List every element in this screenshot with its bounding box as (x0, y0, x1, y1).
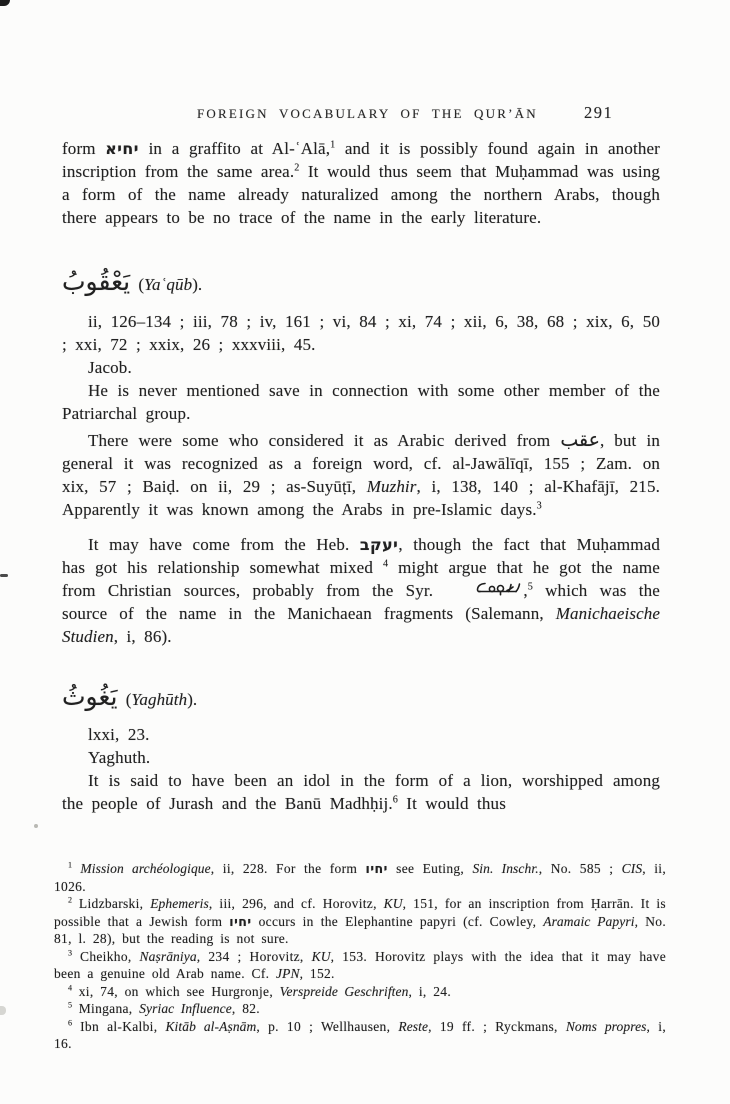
text-run: lxxi, 23. (88, 725, 150, 744)
italic-text: Yaghūth (131, 690, 188, 709)
italic-text: JPN (276, 966, 300, 981)
footnote-3 (54, 948, 666, 983)
text-run: see Euting, (387, 861, 473, 876)
footnote-marker: 1 (68, 860, 73, 870)
text-run: ( (130, 275, 145, 294)
footnote-marker: 5 (527, 581, 533, 593)
text-run: , ii, 228. For the form (210, 861, 366, 876)
text-run: , 151, for an inscription from Ḥarrān. It is possible that a Jewish form (54, 896, 666, 929)
text-run: ). (187, 690, 198, 709)
text-run: xi, 74, on which see Hurgronje, (72, 983, 280, 999)
scan-artifact-corner (0, 0, 10, 6)
text-run: ii, 126–134 ; iii, 78 ; iv, 161 ; vi, 84 ; xi, 74 ; xii, 6, 38, 68 ; xix, 6, 50 ; xxi, 72 ; xxix, 26 ; xxxviii, 45. (62, 312, 660, 354)
italic-text: Aramaic Papyri (543, 913, 635, 929)
hebrew-word: יחיא (105, 139, 139, 158)
text-run: occurs in the Elephantine papyri (cf. Cowley, (251, 913, 544, 929)
verse-index-yaghuth (62, 723, 660, 746)
text-run: Yaghuth. (88, 748, 151, 767)
syriac-word (446, 579, 522, 602)
footnote-4 (54, 983, 666, 1001)
text-run: in a graffito at Al-ʿAlā, (138, 139, 331, 158)
text-run: There were some who considered it as Arabic derived from (88, 431, 561, 450)
text-run: Lidzbarski, (72, 896, 151, 911)
scan-artifact-smudge (34, 824, 38, 828)
text-run: Mingana, (72, 1001, 140, 1016)
text-run: , i, 24. (408, 983, 451, 999)
footnote-marker: 1 (330, 139, 336, 151)
italic-text: Manichaeische Studien (62, 604, 660, 646)
text-run: , 82. (231, 1001, 260, 1016)
footnote-1 (54, 860, 666, 895)
scan-artifact-bottom-smudge (0, 1006, 6, 1015)
gloss-jacob (62, 356, 660, 379)
footnote-marker: 4 (68, 983, 73, 992)
text-run: He is never mentioned save in connection with some other member of the Patriarchal group. (62, 381, 660, 423)
arabic-word: عقب (560, 429, 600, 451)
text-run: , p. 10 ; Wellhausen, (256, 1018, 399, 1034)
scan-artifact-left-dash (0, 574, 8, 577)
text-run: , 153. Horovitz plays with the idea that it may have been a genuine old Arab name. Cf. (54, 948, 666, 981)
footnote-marker: 6 (68, 1018, 73, 1027)
italic-text: Sin. Inschr. (472, 861, 539, 876)
hebrew-word: יחיו (365, 861, 388, 876)
page-number: 291 (584, 103, 614, 122)
text-run: , though the fact that Muḥammad has got his relationship somewhat mixed (62, 535, 660, 577)
para-hebrew-origin (62, 533, 660, 648)
entry-heading-yaghuth (62, 674, 660, 716)
entry-heading-yaqub (62, 259, 660, 301)
footnote-5 (54, 1000, 666, 1018)
text-run: , ii, 1026. (54, 861, 666, 894)
para-arabic-derivation (62, 429, 660, 521)
text-run: , i, 86). (113, 627, 172, 646)
text-run: , 152. (299, 966, 335, 981)
footnote-marker: 2 (294, 162, 300, 174)
para-continuation (62, 137, 660, 229)
italic-text: Kitāb al-Aṣnām (165, 1018, 257, 1034)
italic-text: Naṣrāniya (139, 948, 197, 964)
text-run: It is said to have been an idol in the form of a lion, worshipped among the people of Jurash and the Banū Madhḥij. (62, 771, 660, 813)
footnote-6 (54, 1018, 666, 1053)
text-run: , (523, 581, 528, 600)
italic-text: Yaʿqūb (144, 275, 193, 294)
running-header-title: FOREIGN VOCABULARY OF THE QURʼĀN (197, 106, 538, 121)
text-run: , i, 16. (54, 1018, 667, 1051)
italic-text: Noms propres (565, 1018, 647, 1034)
arabic-headword: يَغُوثُ (62, 682, 118, 711)
text-run: and it is possibly found again in another inscription from the same area. (62, 139, 660, 181)
footnotes (54, 860, 666, 1053)
footnote-2 (54, 895, 666, 948)
text-body (62, 137, 660, 815)
para-lion-idol (62, 769, 660, 815)
italic-text: Ephemeris (150, 896, 209, 911)
footnote-marker: 5 (68, 1000, 73, 1010)
text-run: Jacob. (88, 358, 132, 377)
text-run: might argue that he got the name from Christian sources, probably from the Syr. (62, 558, 660, 600)
text-run: which was the source of the name in the Manichaean fragments (Salemann, (62, 581, 660, 623)
footnote-marker: 4 (383, 558, 389, 570)
running-header (0, 103, 730, 125)
footnote-marker: 2 (68, 895, 73, 905)
arabic-headword: يَعْقُوبُ (62, 267, 131, 296)
text-run: ( (117, 690, 132, 709)
italic-text: KU (383, 896, 403, 911)
italic-text: Reste (398, 1018, 429, 1034)
hebrew-word: יעקב (359, 535, 399, 554)
verse-index-yaqub (62, 310, 660, 356)
text-run: Ibn al-Kalbi, (72, 1018, 166, 1034)
gloss-yaghuth (62, 746, 660, 769)
text-run: , No. 81, l. 28), but the reading is not sure. (54, 913, 666, 946)
text-run: , i, 138, 140 ; al-Khafājī, 215. Apparently it was known among the Arabs in pre-Islamic days. (62, 477, 661, 519)
italic-text: Mission archéologique (80, 861, 211, 876)
italic-text: CIS (621, 861, 643, 876)
text-run: , iii, 296, and cf. Horovitz, (208, 896, 384, 911)
footnote-marker: 6 (392, 794, 398, 806)
italic-text: KU (311, 948, 331, 964)
text-run: It would thus seem that Muḥammad was using a form of the name already naturalized among the northern Arabs, though there appears to be no trace of the name in the early literature. (62, 162, 660, 227)
hebrew-word: יחיו (229, 913, 252, 929)
text-run: ). (192, 275, 203, 294)
text-run: It may have come from the Heb. (88, 535, 360, 554)
text-run: , but in general it was recognized as a foreign word, cf. al-Jawālīqī, 155 ; Zam. on xix, 57 ; Baiḍ. on ii, 29 ; as-Suyūṭī, (62, 431, 660, 496)
italic-text: Verspreide Geschriften (279, 983, 409, 999)
para-patriarchal (62, 379, 660, 425)
text-run: Cheikho, (72, 948, 140, 964)
footnote-marker: 3 (536, 500, 542, 512)
text-run: , No. 585 ; (538, 861, 622, 876)
text-run: It would thus (397, 794, 506, 813)
text-run: , 19 ff. ; Ryckmans, (428, 1018, 566, 1034)
text-run: , 234 ; Horovitz, (196, 948, 312, 964)
text-run: form (62, 139, 106, 158)
footnote-marker: 3 (68, 948, 73, 957)
italic-text: Muzhir (366, 477, 417, 496)
italic-text: Syriac Influence (139, 1001, 232, 1016)
